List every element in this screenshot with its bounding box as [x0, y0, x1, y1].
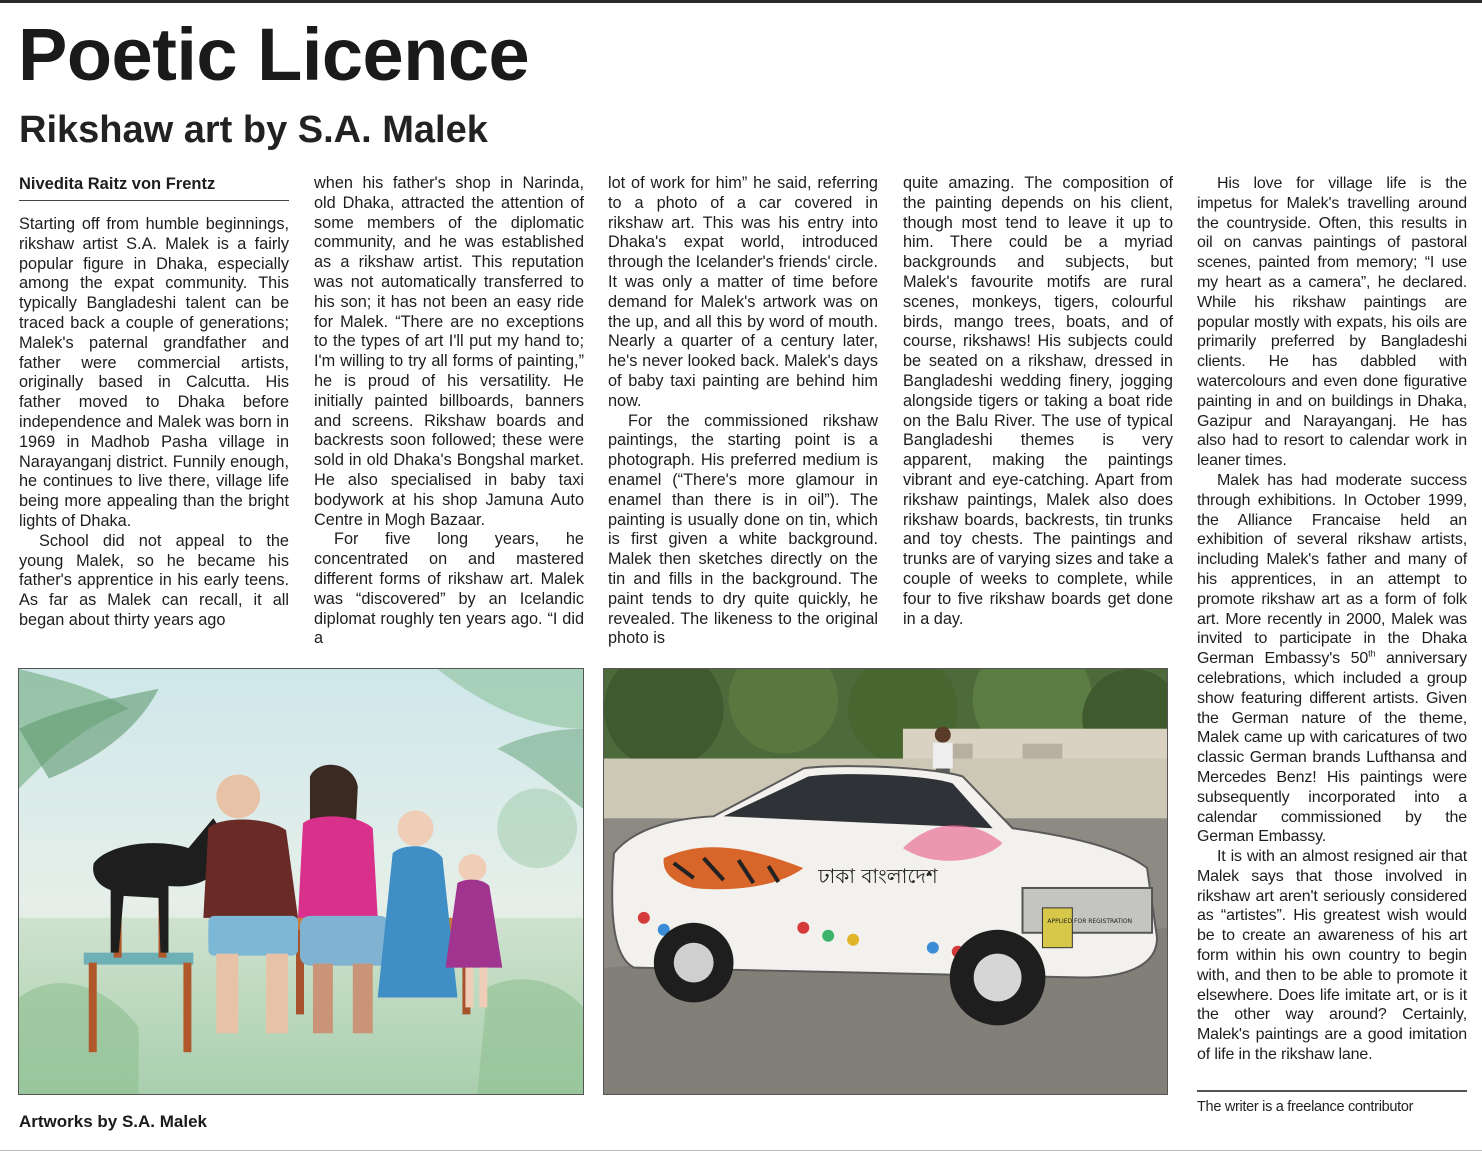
paragraph: School did not appeal to the young Malek, so he became his father's apprentice in his early teens. As far as Malek can recall, it all began about thirty years ago [19, 531, 289, 629]
subheadline: Rikshaw art by S.A. Malek [19, 109, 488, 151]
article-column-4 [903, 174, 1173, 629]
paragraph: Starting off from humble beginnings, rikshaw artist S.A. Malek is a fairly popular figure in Dhaka, especially among the expat community. This typically Bangladeshi talent can be traced back a couple of generations; Malek's paternal grandfather and father were commercial artists, originally based in Calcutta. His father moved to Dhaka before independence and Malek was born in 1969 in Madhob Pasha village in Narayanganj district. Funnily enough, he continues to live there, village life being more appealing than the bright lights of Dhaka. [19, 215, 289, 530]
paragraph: when his father's shop in Narinda, old Dhaka, attracted the attention of some members of the diplomatic community, and he was established as a rikshaw artist. This reputation was not automatically transferred to his son; it has not been an easy ride for Malek. “There are no exceptions to the types of art I'll put my hand to; I'm willing to try all forms of painting,” he is proud of his versatility. He initially painted billboards, banners and screens. Rikshaw boards and backrests soon followed; these were sold in old Dhaka's Bongshal market. He also specialised in baby taxi bodywork at his shop Jamuna Auto Centre in Mogh Bazaar. [314, 174, 584, 529]
painted-car-image [604, 669, 1167, 1094]
paragraph: It is with an almost resigned air that Malek says that those involved in rikshaw art aren't seriously considered as “artistes”. His greatest wish would be to create an awareness of his art form within his own country to begin with, and then to be able to promote it elsewhere. Does life imitate art, or is it the other way around? Certainly, Malek's paintings are a good imitation of life in the rikshaw lane. [1197, 848, 1467, 1064]
paragraph: lot of work for him” he said, referring to a photo of a car covered in rikshaw art. This was his entry into Dhaka's expat world, introduced through the Icelander's friends' circle. It was only a matter of time before demand for Malek's artwork was on the up, and all this by word of mouth. Nearly a quarter of a century later, he's never looked back. Malek's days of baby taxi painting are behind him now. [608, 174, 878, 410]
license-plate-text: APPLIED FOR REGISTRATION [1047, 917, 1133, 925]
headline: Poetic Licence [18, 13, 530, 96]
photo-caption: Artworks by S.A. Malek [19, 1112, 208, 1131]
byline: Nivedita Raitz von Frentz [19, 174, 289, 201]
article-column-5 [1197, 174, 1467, 1065]
family-painting-photo [18, 668, 584, 1095]
ordinal-suffix: th [1368, 648, 1376, 659]
family-painting-image [19, 669, 583, 1094]
paragraph-text: Malek has had moderate success through exhibitions. In October 1999, the Alliance Francaise held an exhibition of several rikshaw artists, including Malek's father and many of his apprentices, in an attempt to promote rikshaw art as a form of folk art. More recently in 2000, Malek was invited to participate in the Dhaka German Embassy's 50 [1197, 471, 1467, 668]
writer-note-rule [1197, 1090, 1467, 1092]
paragraph [1197, 471, 1467, 847]
writer-note: The writer is a freelance contributor [1197, 1099, 1414, 1115]
car-lettering: ঢাকা বাংলাদেশ [818, 865, 938, 888]
paragraph: For the commissioned rikshaw paintings, the starting point is a photograph. His preferred medium is enamel (“There's more glamour in enamel than there is in oil”). The painting is usually done on tin, which is first given a white background. Malek then sketches directly on the tin and fills in the background. The paint tends to dry quite quickly, he revealed. The likeness to the original photo is [608, 411, 878, 648]
painted-car-photo [603, 668, 1168, 1095]
article-column-2 [314, 174, 584, 649]
bottom-rule [0, 1150, 1482, 1151]
paragraph: His love for village life is the impetus for Malek's travelling around the countryside. Often, this results in oil on canvas paintings of pastoral scenes, painted from memory; “I use my heart as a camera”, he declared. While his rikshaw paintings are popular mostly with expats, his oils are primarily preferred by Bangladeshi clients. He has dabbled with watercolours and even done figurative painting in and on buildings in Dhaka, Gazipur and Narayanganj. He has also had to resort to calendar work in leaner times. [1197, 175, 1467, 470]
paragraph: For five long years, he concentrated on and mastered different forms of rikshaw art. Malek was “discovered” by an Icelandic diplomat roughly ten years ago. “I did a [314, 530, 584, 648]
top-rule [0, 0, 1482, 3]
paragraph-text: anniversary celebrations, which included a group show featuring different artists. Given the German nature of the theme, Malek came up with caricatures of two classic German brands Lufthansa and Mercedes Benz! His paintings were subsequently incorporated into a calendar commissioned by the German Embassy. [1197, 650, 1467, 846]
paragraph: quite amazing. The composition of the painting depends on his client, though most tend to leave it up to him. There could be a myriad backgrounds and subjects, but Malek's favourite motifs are rural scenes, monkeys, tigers, colourful birds, mango trees, boats, and of course, rikshaws! His subjects could be seated on a rikshaw, dressed in Bangladeshi wedding finery, jogging alongside tigers or taking a boat ride on the Balu River. The use of typical Bangladeshi themes is very apparent, making the paintings vibrant and eye-catching. Apart from rikshaw paintings, Malek also does rikshaw boards, backrests, tin trunks and toy chests. The paintings and trunks are of varying sizes and take a couple of weeks to complete, while four to five rikshaw boards get done in a day. [903, 174, 1173, 628]
article-column-3 [608, 174, 878, 649]
article-column-1 [19, 174, 289, 631]
